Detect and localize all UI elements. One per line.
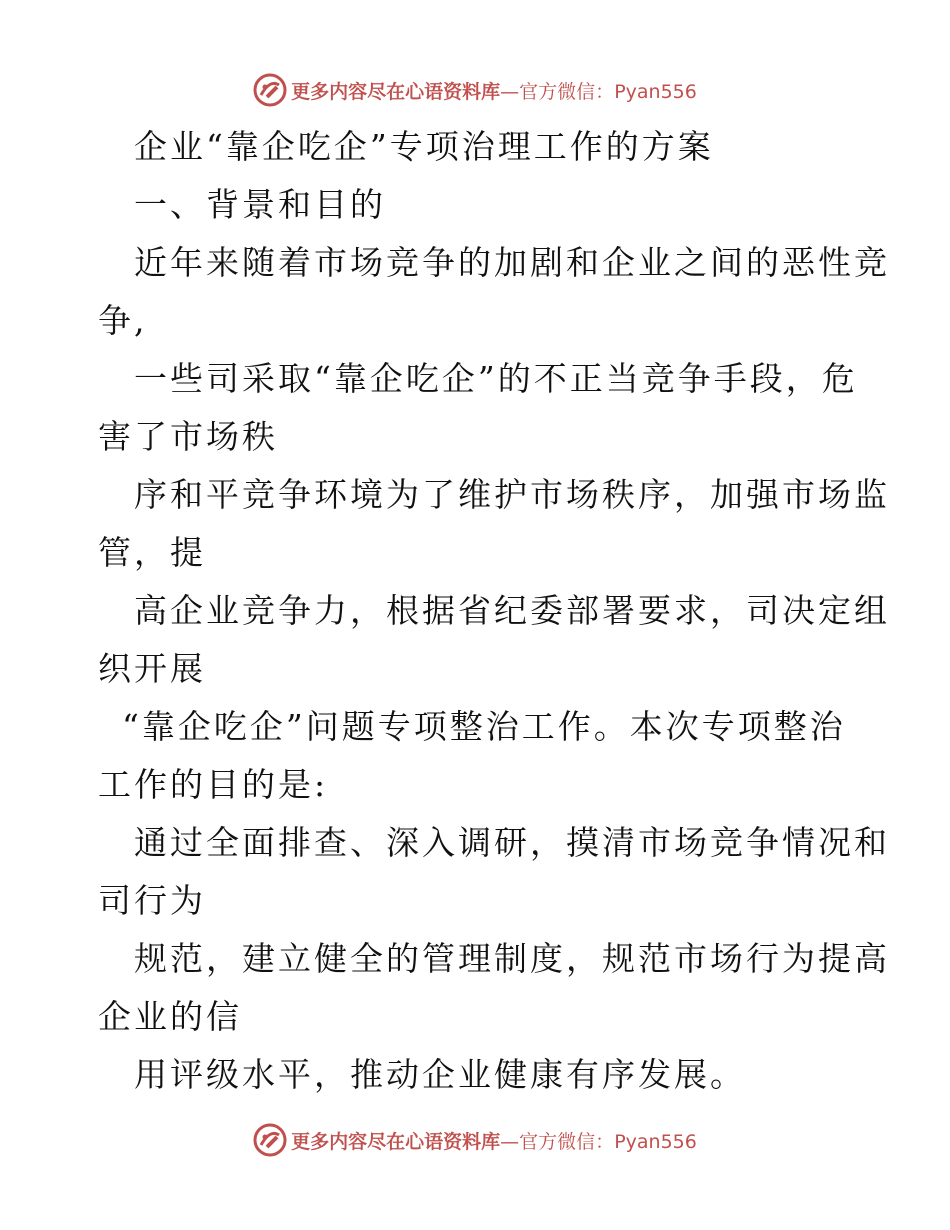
paragraph-line: 害了市场秩 [98,417,278,456]
watermark-logo-icon [253,73,287,107]
paragraph-line: 高企业竞争力，根据省纪委部署要求，司决定组 [134,591,890,630]
paragraph-line: “靠企吃企”问题专项整治工作。本次专项整治 [122,707,846,746]
paragraph-line: 通过全面排查、深入调研，摸清市场竞争情况和 [134,823,890,862]
document-body [98,118,890,1104]
watermark-text [291,1127,697,1154]
watermark-top [0,70,950,110]
watermark-text [291,77,697,104]
watermark-official: 官方微信： [519,1130,615,1153]
paragraph-line: 工作的目的是: [98,765,329,804]
watermark-bottom [0,1120,950,1160]
paragraph-line: 规范，建立健全的管理制度，规范市场行为提高 [134,939,890,978]
paragraph-line: 近年来随着市场竞争的加剧和企业之间的恶性竞 [134,243,890,282]
paragraph-line: 企业的信 [98,997,242,1036]
watermark-separator: — [500,1130,520,1153]
section-heading: 一、背景和目的 [134,185,386,224]
watermark-official: 官方微信： [519,80,615,103]
paragraph-line: 一些司采取“靠企吃企”的不正当竞争手段，危 [134,359,858,398]
watermark-brand: 更多内容尽在心语资料库 [291,80,501,103]
watermark-account: Pyan556 [614,80,697,103]
paragraph-line: 司行为 [98,881,206,920]
watermark-separator: — [500,80,520,103]
paragraph-line: 管，提 [98,533,206,572]
paragraph-line: 织开展 [98,649,206,688]
paragraph-line: 争, [98,301,148,340]
paragraph-line: 序和平竞争环境为了维护市场秩序，加强市场监 [134,475,890,514]
watermark-logo-icon [253,1123,287,1157]
watermark-brand: 更多内容尽在心语资料库 [291,1130,501,1153]
paragraph-line: 用评级水平，推动企业健康有序发展。 [134,1055,746,1094]
document-title: 企业“靠企吃企”专项治理工作的方案 [134,127,714,166]
watermark-account: Pyan556 [614,1130,697,1153]
